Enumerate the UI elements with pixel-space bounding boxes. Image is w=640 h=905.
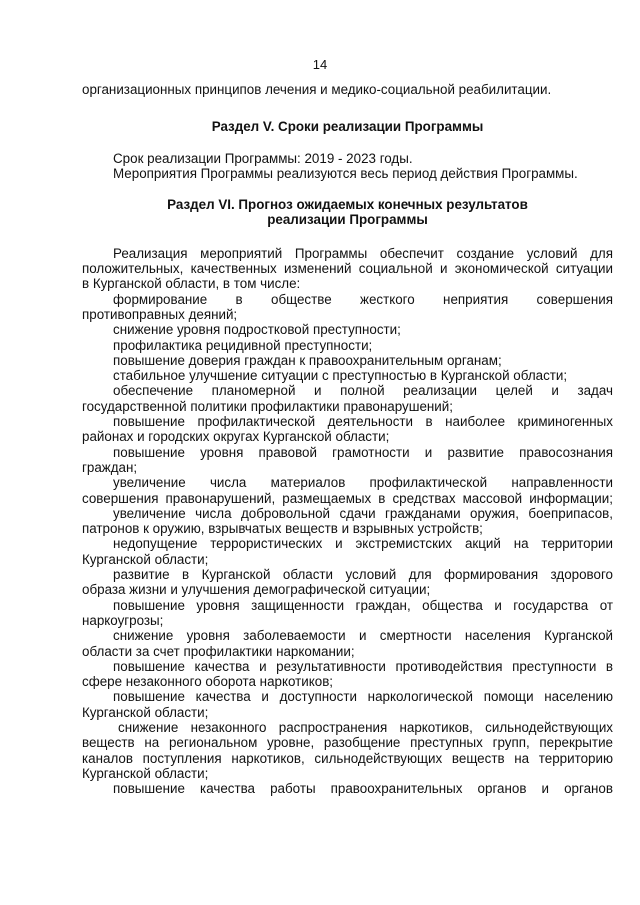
- paragraph-line: повышение уровня защищенности граждан, общества и государства от: [113, 597, 613, 613]
- paragraph-line: государственной политики профилактики правонарушений;: [82, 398, 453, 414]
- document-body: [82, 82, 613, 796]
- paragraph-line: в Курганской области, в том числе:: [82, 276, 301, 292]
- paragraph-line: увеличение числа добровольной сдачи гражданами оружия, боеприпасов,: [113, 505, 613, 521]
- paragraph-line: повышение качества и результативности противодействия преступности в: [113, 658, 613, 674]
- page-number: 14: [312, 57, 328, 72]
- paragraph-line: образа жизни и улучшения демографической ситуации;: [82, 582, 431, 598]
- paragraph-line: противоправных деяний;: [82, 306, 238, 322]
- paragraph-line: граждан;: [82, 459, 138, 475]
- paragraph-line: каналов поступления наркотиков, сильнодействующих веществ на территорию: [82, 750, 613, 766]
- paragraph-line: обеспечение планомерной и полной реализации целей и задач: [113, 383, 613, 399]
- paragraph-line: повышение доверия граждан к правоохранительным органам;: [113, 352, 502, 368]
- paragraph-line: снижение уровня заболеваемости и смертности населения Курганской: [113, 628, 613, 644]
- paragraph-line: снижение незаконного распространения наркотиков, сильнодействующих: [118, 719, 613, 735]
- paragraph-line: Реализация мероприятий Программы обеспечит создание условий для: [113, 245, 613, 261]
- section-5-line: Мероприятия Программы реализуются весь период действия Программы.: [113, 165, 578, 181]
- paragraph-line: повышение профилактической деятельности в наиболее криминогенных: [113, 414, 613, 430]
- paragraph-line: недопущение террористических и экстремистских акций на территории: [113, 536, 613, 552]
- section-5-line: Срок реализации Программы: 2019 - 2023 годы.: [113, 150, 413, 166]
- paragraph-line: наркоугрозы;: [82, 612, 164, 628]
- paragraph-line: районах и городских округах Курганской области;: [82, 429, 390, 445]
- paragraph-line: повышение уровня правовой грамотности и развитие правосознания: [113, 444, 613, 460]
- paragraph-line: сфере незаконного оборота наркотиков;: [82, 674, 334, 690]
- paragraph-line: Курганской области;: [82, 765, 209, 781]
- paragraph-line: патронов к оружию, взрывчатых веществ и взрывных устройств;: [82, 521, 483, 537]
- section-5-heading: Раздел V. Сроки реализации Программы: [211, 119, 484, 135]
- section-6-heading-line-2: реализации Программы: [267, 212, 428, 228]
- paragraph-line: профилактика рецидивной преступности;: [113, 337, 373, 353]
- paragraph-line: положительных, качественных изменений социальной и экономической ситуации: [82, 261, 613, 277]
- section-6-heading-line-1: Раздел VI. Прогноз ожидаемых конечных результатов: [167, 197, 528, 213]
- paragraph-line: Курганской области;: [82, 551, 209, 567]
- paragraph-line: снижение уровня подростковой преступности;: [113, 322, 401, 338]
- intro-line: организационных принципов лечения и медико-социальной реабилитации.: [82, 82, 552, 97]
- paragraph-line: развитие в Курганской области условий для формирования здорового: [113, 567, 613, 583]
- paragraph-line: стабильное улучшение ситуации с преступностью в Курганской области;: [113, 368, 568, 384]
- paragraph-line: совершения правонарушений, размещаемых в средствах массовой информации;: [82, 490, 613, 506]
- paragraph-line: Курганской области;: [82, 704, 209, 720]
- paragraph-line: формирование в обществе жесткого неприятия совершения: [113, 291, 613, 307]
- paragraph-line: повышение качества работы правоохранительных органов и органов: [113, 781, 613, 797]
- paragraph-line: увеличение числа материалов профилактической направленности: [113, 475, 613, 491]
- paragraph-line: веществ на региональном уровне, разобщение преступных групп, перекрытие: [82, 735, 613, 751]
- paragraph-line: повышение качества и доступности наркологической помощи населению: [113, 689, 613, 705]
- paragraph-line: области за счет профилактики наркомании;: [82, 643, 355, 659]
